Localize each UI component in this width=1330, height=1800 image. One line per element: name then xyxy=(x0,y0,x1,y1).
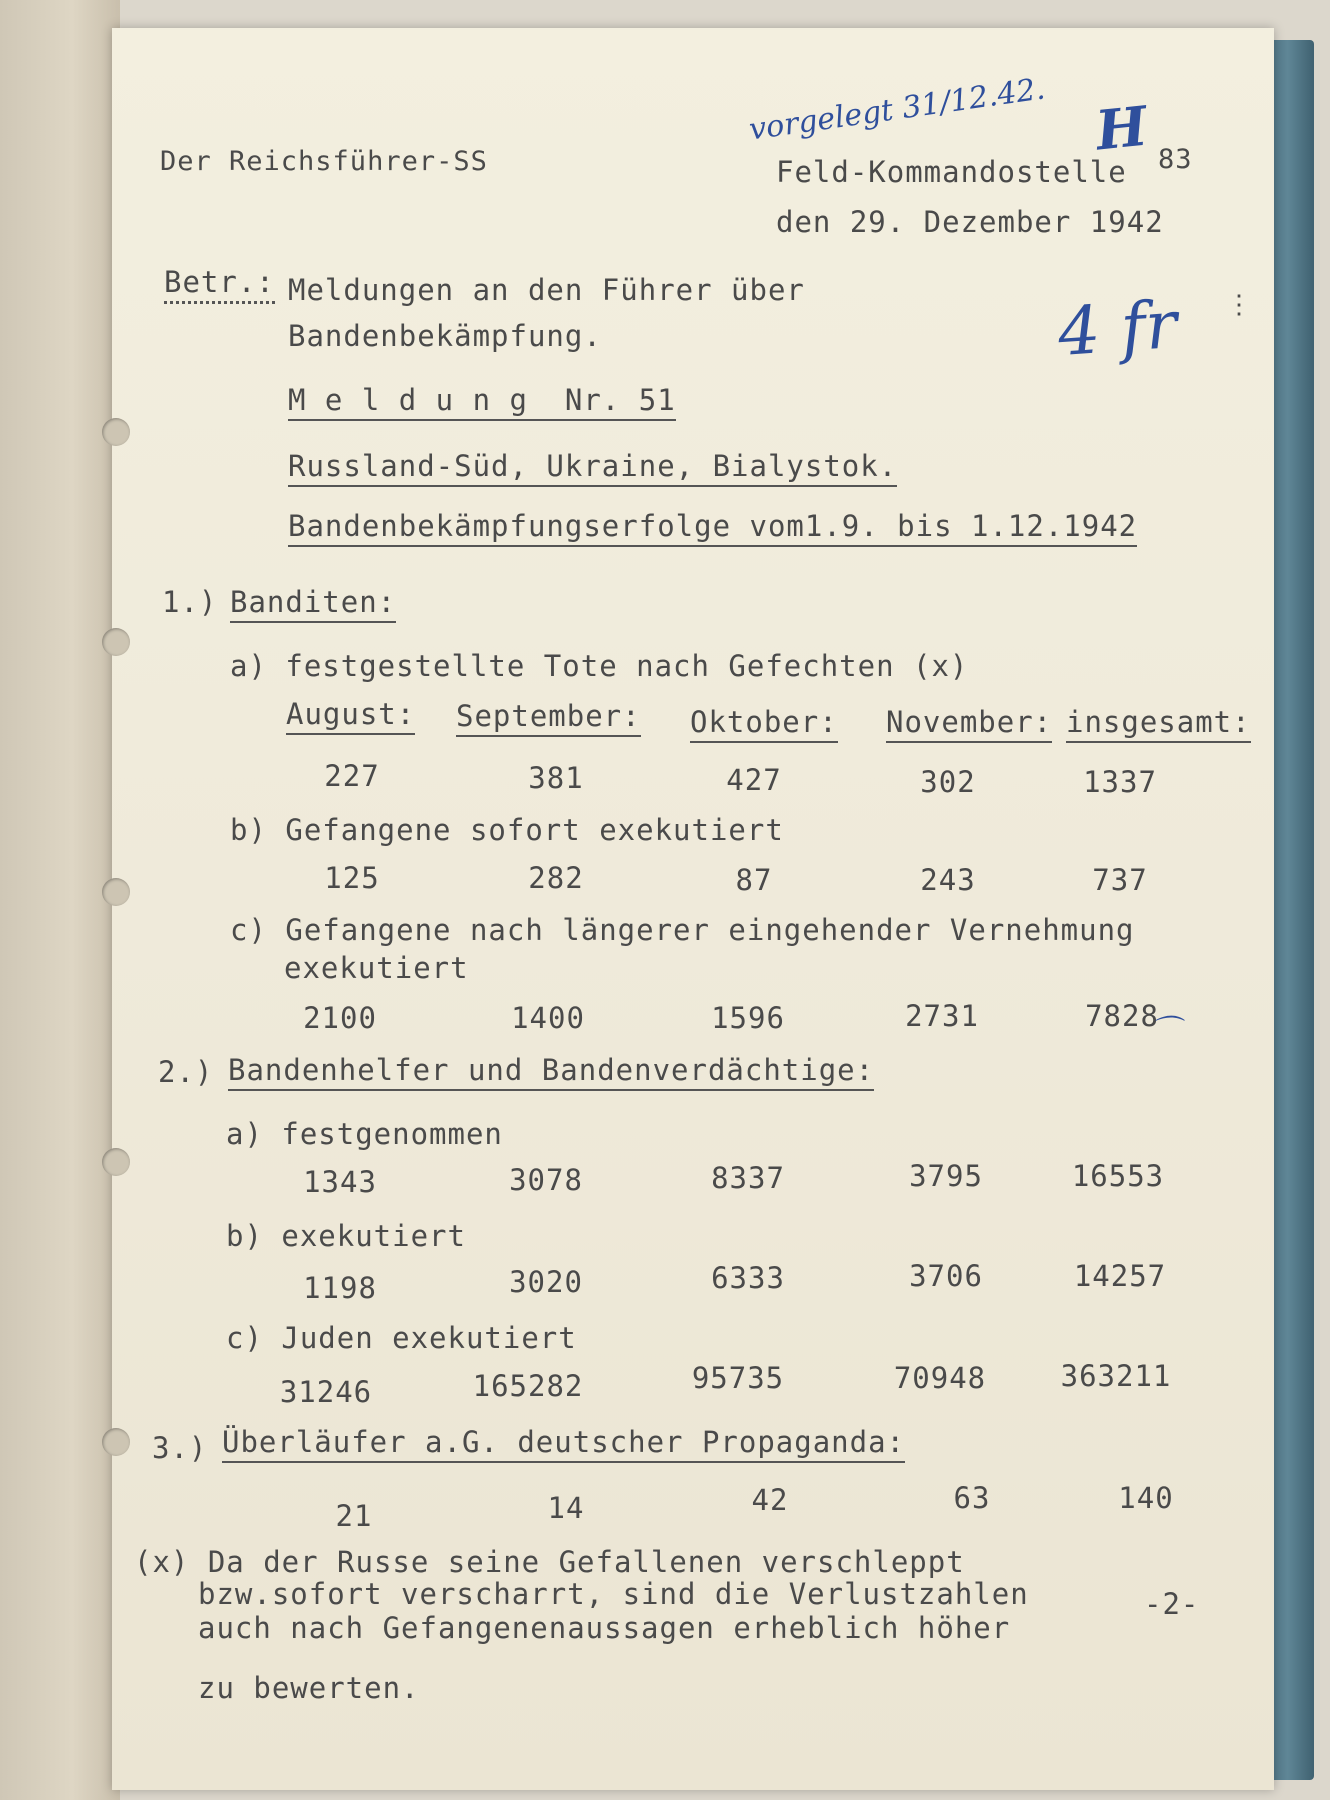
s1b-november: 243 xyxy=(920,863,976,897)
section-2-heading: Bandenhelfer und Bandenverdächtige: xyxy=(228,1056,874,1091)
footnote-line-1: (x) Da der Russe seine Gefallenen verschleppt xyxy=(134,1545,965,1579)
s1a-september: 381 xyxy=(528,761,584,795)
punch-hole xyxy=(102,418,130,446)
section-1c-label-2: exekutiert xyxy=(284,951,469,985)
s2a-august: 1343 xyxy=(303,1165,377,1199)
section-3-number: 3.) xyxy=(152,1431,226,1465)
report-region: Russland-Süd, Ukraine, Bialystok. xyxy=(288,452,897,487)
s1b-oktober: 87 xyxy=(735,863,773,897)
punch-hole xyxy=(102,1428,130,1456)
s2c-november: 70948 xyxy=(893,1361,987,1395)
handwritten-count: 4 fr xyxy=(1055,285,1180,372)
section-1c-label-1: c) Gefangene nach längerer eingehender Vernehmung xyxy=(230,913,1135,947)
s2a-insgesamt: 16553 xyxy=(1071,1159,1165,1193)
s2c-september: 165282 xyxy=(472,1369,584,1403)
s2b-november: 3706 xyxy=(909,1259,983,1293)
s1b-september: 282 xyxy=(528,861,584,895)
section-1-number: 1.) xyxy=(162,585,236,619)
s3-august: 21 xyxy=(335,1499,373,1533)
section-2c-label: c) Juden exekutiert xyxy=(226,1321,577,1355)
s2b-august: 1198 xyxy=(303,1271,377,1305)
location: Feld-Kommandostelle xyxy=(776,155,1127,189)
s1c-september: 1400 xyxy=(511,1001,585,1035)
s1a-oktober: 427 xyxy=(726,763,782,797)
report-period: Bandenbekämpfungserfolge vom1.9. bis 1.12.1942 xyxy=(288,512,1137,547)
s2a-november: 3795 xyxy=(909,1159,983,1193)
subject-line-2: Bandenbekämpfung. xyxy=(288,319,602,353)
sender: Der Reichsführer-SS xyxy=(160,146,488,177)
margin-mark: ⋮ xyxy=(1226,290,1253,320)
punch-hole xyxy=(102,628,130,656)
section-3-heading: Überläufer a.G. deutscher Propaganda: xyxy=(222,1428,905,1463)
column-header-insgesamt: insgesamt: xyxy=(1066,708,1251,743)
previous-page-edge xyxy=(0,0,120,1800)
section-2a-label: a) festgenommen xyxy=(226,1117,503,1151)
handwritten-initials: H xyxy=(1092,93,1151,163)
column-header-oktober: Oktober: xyxy=(690,708,838,743)
section-1b-label: b) Gefangene sofort exekutiert xyxy=(230,813,784,847)
footnote-line-4: zu bewerten. xyxy=(198,1671,420,1705)
s1c-november: 2731 xyxy=(905,999,979,1033)
s1b-insgesamt: 737 xyxy=(1092,863,1148,897)
subject-label: Betr.: xyxy=(164,268,275,304)
s1a-august: 227 xyxy=(324,759,380,793)
footnote-line-3: auch nach Gefangenenaussagen erheblich höher xyxy=(198,1611,1011,1645)
s2a-september: 3078 xyxy=(509,1163,583,1197)
s2b-insgesamt: 14257 xyxy=(1073,1259,1167,1293)
section-1a-label: a) festgestellte Tote nach Gefechten (x) xyxy=(230,649,969,683)
s2c-insgesamt: 363211 xyxy=(1060,1359,1172,1393)
s1b-august: 125 xyxy=(324,861,380,895)
footnote-line-2: bzw.sofort verscharrt, sind die Verlustzahlen xyxy=(198,1577,1029,1611)
s3-insgesamt: 140 xyxy=(1118,1481,1174,1515)
subject-line-1: Meldungen an den Führer über xyxy=(288,273,805,307)
report-title: M e l d u n g Nr. 51 xyxy=(288,386,676,421)
column-header-august: August: xyxy=(286,700,415,735)
punch-hole xyxy=(102,1148,130,1176)
date: den 29. Dezember 1942 xyxy=(776,205,1164,239)
s2b-oktober: 6333 xyxy=(711,1261,785,1295)
s2b-september: 3020 xyxy=(509,1265,583,1299)
s1c-august: 2100 xyxy=(303,1001,377,1035)
s1c-insgesamt: 7828 xyxy=(1085,999,1159,1033)
next-page-indicator: -2- xyxy=(1144,1587,1200,1621)
s2c-oktober: 95735 xyxy=(691,1361,785,1395)
s1a-november: 302 xyxy=(920,765,976,799)
s3-september: 14 xyxy=(547,1491,585,1525)
s1c-oktober: 1596 xyxy=(711,1001,785,1035)
s2c-august: 31246 xyxy=(279,1375,373,1409)
column-header-september: September: xyxy=(456,702,641,737)
s3-november: 63 xyxy=(953,1481,991,1515)
s3-oktober: 42 xyxy=(751,1483,789,1517)
page-number: 83 xyxy=(1158,144,1193,175)
handwritten-note: vorgelegt 31/12.42. xyxy=(747,71,1048,148)
s1a-insgesamt: 1337 xyxy=(1083,765,1157,799)
handwritten-tick: ⌒ xyxy=(1150,1014,1180,1049)
s2a-oktober: 8337 xyxy=(711,1161,785,1195)
section-1-heading: Banditen: xyxy=(230,588,396,623)
section-2-number: 2.) xyxy=(158,1055,232,1089)
punch-hole xyxy=(102,878,130,906)
section-2b-label: b) exekutiert xyxy=(226,1219,466,1253)
column-header-november: November: xyxy=(886,708,1052,743)
